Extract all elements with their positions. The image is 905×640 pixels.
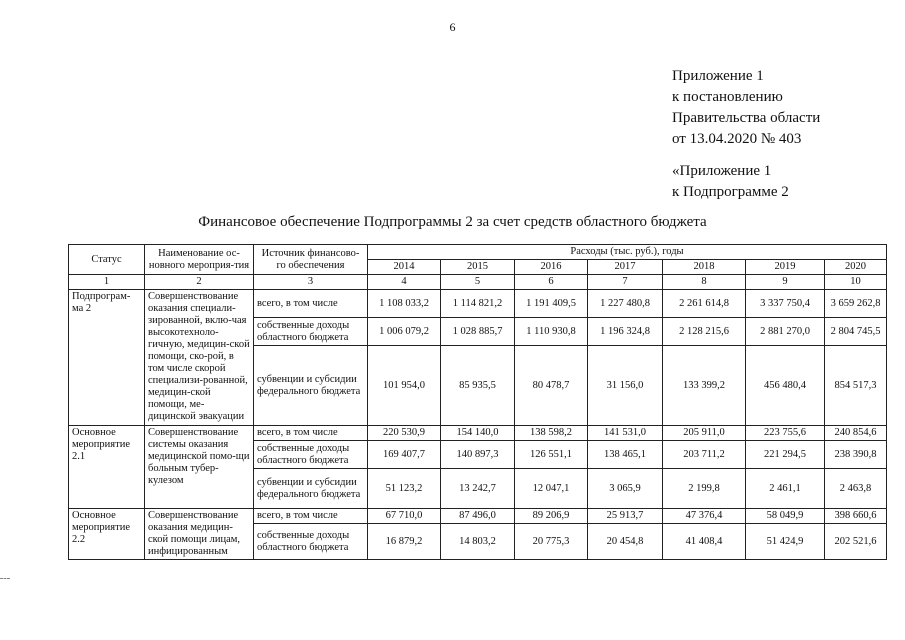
header-year: 2018: [663, 260, 746, 275]
value-cell: 221 294,5: [746, 441, 825, 469]
annex-block-2: [672, 161, 789, 203]
value-cell: 141 531,0: [588, 426, 663, 441]
value-cell: 80 478,7: [515, 346, 588, 426]
column-number: 4: [368, 275, 441, 290]
header-source: Источник финансово-го обеспечения: [254, 245, 368, 275]
value-cell: 223 755,6: [746, 426, 825, 441]
column-number: 5: [441, 275, 515, 290]
value-cell: 47 376,4: [663, 509, 746, 524]
value-cell: 85 935,5: [441, 346, 515, 426]
header-year: 2015: [441, 260, 515, 275]
annex-line: к Подпрограмме 2: [672, 184, 789, 200]
value-cell: 51 424,9: [746, 524, 825, 560]
value-cell: 2 804 745,5: [825, 318, 887, 346]
source-cell: субвенции и субсидии федерального бюджета: [254, 346, 368, 426]
header-name: Наименование ос-новного мероприя-тия: [145, 245, 254, 275]
value-cell: 14 803,2: [441, 524, 515, 560]
source-cell: собственные доходы областного бюджета: [254, 524, 368, 560]
source-cell: всего, в том числе: [254, 509, 368, 524]
status-cell: Основное мероприятие 2.2: [69, 509, 145, 560]
value-cell: 89 206,9: [515, 509, 588, 524]
annex-line: от 13.04.2020 № 403: [672, 131, 802, 147]
column-number: 3: [254, 275, 368, 290]
value-cell: 1 028 885,7: [441, 318, 515, 346]
value-cell: 25 913,7: [588, 509, 663, 524]
value-cell: 1 191 409,5: [515, 290, 588, 318]
value-cell: 101 954,0: [368, 346, 441, 426]
value-cell: 138 465,1: [588, 441, 663, 469]
value-cell: 2 881 270,0: [746, 318, 825, 346]
value-cell: 205 911,0: [663, 426, 746, 441]
value-cell: 1 114 821,2: [441, 290, 515, 318]
value-cell: 126 551,1: [515, 441, 588, 469]
value-cell: 240 854,6: [825, 426, 887, 441]
value-cell: 2 461,1: [746, 469, 825, 509]
value-cell: 87 496,0: [441, 509, 515, 524]
value-cell: 2 261 614,8: [663, 290, 746, 318]
value-cell: 202 521,6: [825, 524, 887, 560]
annex-line: Правительства области: [672, 110, 821, 126]
annex-line: к постановлению: [672, 89, 783, 105]
page-number: 6: [449, 20, 456, 34]
value-cell: 2 199,8: [663, 469, 746, 509]
value-cell: 138 598,2: [515, 426, 588, 441]
value-cell: 1 196 324,8: [588, 318, 663, 346]
annex-line: «Приложение 1: [672, 163, 772, 179]
column-number: 2: [145, 275, 254, 290]
column-number: 9: [746, 275, 825, 290]
document-title: Финансовое обеспечение Подпрограммы 2 за счет средств областного бюджета: [198, 214, 707, 230]
financing-table: [68, 244, 887, 560]
header-expenses: Расходы (тыс. руб.), годы: [368, 245, 887, 260]
value-cell: 3 659 262,8: [825, 290, 887, 318]
activity-name-cell: Совершенствование оказания медицин-ской помощи лицам, инфицированным: [145, 509, 254, 560]
header-year: 2014: [368, 260, 441, 275]
source-cell: субвенции и субсидии федерального бюджета: [254, 469, 368, 509]
value-cell: 169 407,7: [368, 441, 441, 469]
column-number: 7: [588, 275, 663, 290]
value-cell: 1 108 033,2: [368, 290, 441, 318]
value-cell: 220 530,9: [368, 426, 441, 441]
value-cell: 1 227 480,8: [588, 290, 663, 318]
column-number: 1: [69, 275, 145, 290]
header-year: 2019: [746, 260, 825, 275]
value-cell: 140 897,3: [441, 441, 515, 469]
value-cell: 51 123,2: [368, 469, 441, 509]
annex-line: Приложение 1: [672, 68, 764, 84]
value-cell: 2 128 215,6: [663, 318, 746, 346]
annex-block: [672, 66, 820, 150]
value-cell: 13 242,7: [441, 469, 515, 509]
value-cell: 1 006 079,2: [368, 318, 441, 346]
status-cell: Основное мероприятие 2.1: [69, 426, 145, 509]
value-cell: 456 480,4: [746, 346, 825, 426]
column-number: 6: [515, 275, 588, 290]
value-cell: 133 399,2: [663, 346, 746, 426]
column-number: 8: [663, 275, 746, 290]
value-cell: 41 408,4: [663, 524, 746, 560]
header-year: 2016: [515, 260, 588, 275]
value-cell: 16 879,2: [368, 524, 441, 560]
value-cell: 3 337 750,4: [746, 290, 825, 318]
value-cell: 12 047,1: [515, 469, 588, 509]
value-cell: 154 140,0: [441, 426, 515, 441]
value-cell: 58 049,9: [746, 509, 825, 524]
source-cell: собственные доходы областного бюджета: [254, 318, 368, 346]
header-status: Статус: [69, 245, 145, 275]
value-cell: 20 454,8: [588, 524, 663, 560]
value-cell: 2 463,8: [825, 469, 887, 509]
status-cell: Подпрограм-ма 2: [69, 290, 145, 426]
activity-name-cell: Совершенствование системы оказания медицинской помо-щи больным тубер-кулезом: [145, 426, 254, 509]
value-cell: 398 660,6: [825, 509, 887, 524]
activity-name-cell: Совершенствование оказания специали-зированной, вклю-чая высокотехноло-гичную, медицин-ской помощи, ско-рой, в том числе скорой специализи-рованной, медицин-ской помощи, ме-дицинской эвакуации: [145, 290, 254, 426]
header-year: 2020: [825, 260, 887, 275]
column-number: 10: [825, 275, 887, 290]
source-cell: собственные доходы областного бюджета: [254, 441, 368, 469]
value-cell: 1 110 930,8: [515, 318, 588, 346]
source-cell: всего, в том числе: [254, 290, 368, 318]
value-cell: 20 775,3: [515, 524, 588, 560]
source-cell: всего, в том числе: [254, 426, 368, 441]
value-cell: 31 156,0: [588, 346, 663, 426]
header-year: 2017: [588, 260, 663, 275]
value-cell: 854 517,3: [825, 346, 887, 426]
value-cell: 67 710,0: [368, 509, 441, 524]
value-cell: 3 065,9: [588, 469, 663, 509]
value-cell: 203 711,2: [663, 441, 746, 469]
crop-mark: [0, 578, 10, 579]
value-cell: 238 390,8: [825, 441, 887, 469]
